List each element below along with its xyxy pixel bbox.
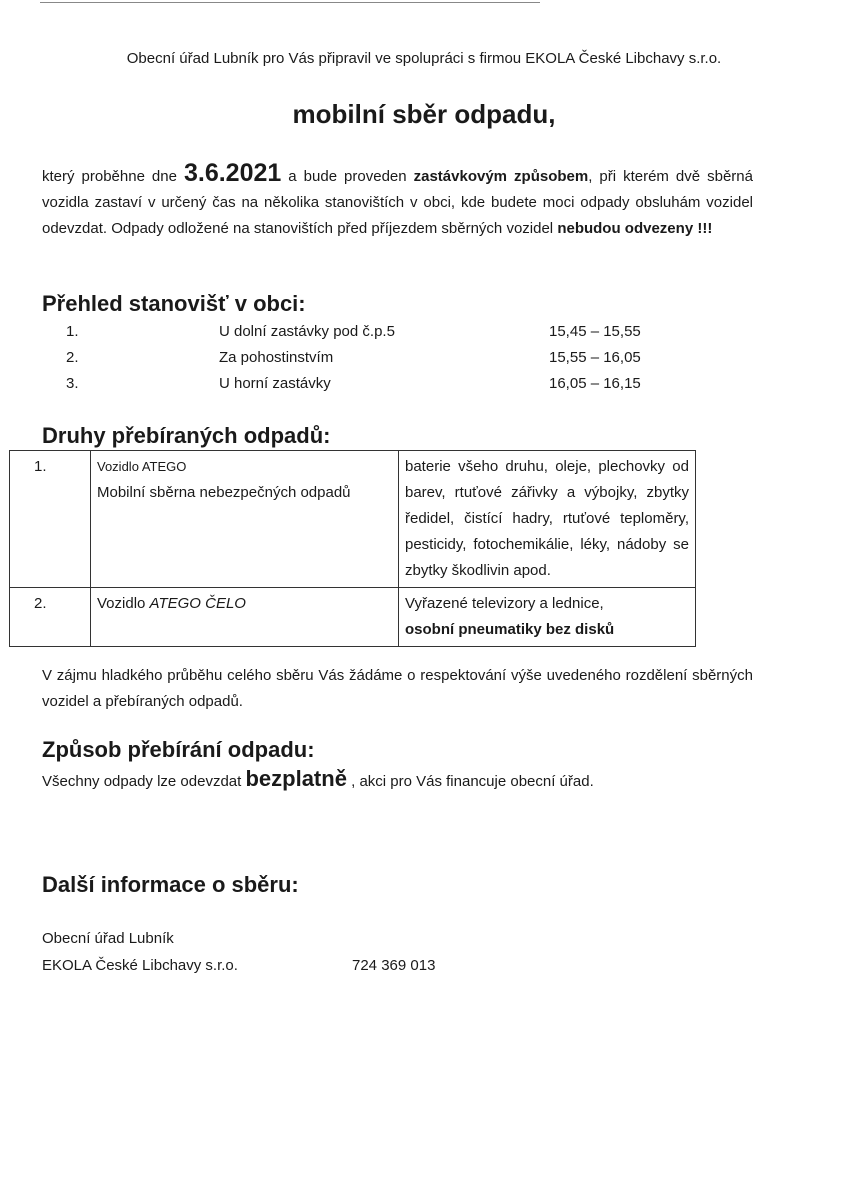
note-paragraph: V zájmu hladkého průběhu celého sběru Vás žádáme o respektování výše uvedeného rozdělení sběrných vozidel a přebíraných odpadů. bbox=[42, 667, 753, 710]
stop-number: 2. bbox=[66, 349, 79, 366]
stop-time: 15,45 – 15,55 bbox=[549, 323, 641, 340]
intro-paragraph bbox=[42, 160, 753, 242]
stop-time: 15,55 – 16,05 bbox=[549, 349, 641, 366]
stop-number: 1. bbox=[66, 323, 79, 340]
waste-table bbox=[9, 450, 696, 647]
vehicle-cell bbox=[91, 451, 399, 588]
stop-row bbox=[42, 375, 742, 401]
stop-time: 16,05 – 16,15 bbox=[549, 375, 641, 392]
stop-row bbox=[42, 323, 742, 349]
collection-method: zastávkovým způsobem bbox=[413, 168, 589, 185]
contacts-list bbox=[42, 930, 742, 984]
stop-place: U dolní zastávky pod č.p.5 bbox=[219, 323, 395, 340]
warning-text: nebudou odvezeny !!! bbox=[557, 220, 713, 237]
contact-row bbox=[42, 957, 742, 984]
page-title: mobilní sběr odpadu, bbox=[292, 99, 556, 129]
scan-artifact-line bbox=[40, 2, 540, 3]
intro-part3: , při kterém dvě sběrná vozidla zastaví v určený čas na několika stanovištích v obci, kde budete moci odpady obsluhám vozidel odevzdat. Odpady odložené na stanovištích před příjezdem sběrných vozidel bbox=[42, 168, 753, 237]
stop-row bbox=[42, 349, 742, 375]
stops-heading: Přehled stanovišť v obci: bbox=[42, 291, 306, 316]
header-text: Obecní úřad Lubník pro Vás připravil ve spolupráci s firmou EKOLA České Libchavy s.r.o. bbox=[126, 50, 722, 67]
stop-place: U horní zastávky bbox=[219, 375, 331, 392]
free-of-charge-text bbox=[42, 766, 594, 792]
vehicle-name: Vozidlo ATEGO bbox=[97, 459, 187, 474]
free-part2: , akci pro Vás financuje obecní úřad. bbox=[346, 773, 594, 790]
stop-number: 3. bbox=[66, 375, 79, 392]
contact-row bbox=[42, 930, 742, 957]
method-heading: Způsob přebírání odpadu: bbox=[42, 737, 315, 762]
collection-date: 3.6.2021 bbox=[183, 159, 282, 187]
contact-phone: 724 369 013 bbox=[352, 957, 436, 974]
free-emphasis: bezplatně bbox=[245, 766, 347, 791]
table-row bbox=[10, 451, 696, 588]
contact-name: Obecní úřad Lubník bbox=[42, 930, 174, 947]
row-number: 2. bbox=[10, 588, 91, 647]
waste-types-cell: baterie všeho druhu, oleje, plechovky od barev, rtuťové zářivky a výbojky, zbytky ředidel, čistící hadry, rtuťové teploměry, pesticidy, fotochemikálie, léky, nádoby se zbytky škodlivin apod. bbox=[399, 451, 696, 588]
vehicle-cell bbox=[91, 588, 399, 647]
row-number: 1. bbox=[10, 451, 91, 588]
waste-heading: Druhy přebíraných odpadů: bbox=[42, 423, 331, 448]
waste-line: Vyřazené televizory a lednice, bbox=[405, 595, 604, 612]
vehicle-prefix: Vozidlo bbox=[97, 595, 150, 612]
vehicle-name: ATEGO ČELO bbox=[149, 595, 246, 612]
intro-part2: a bude proveden bbox=[281, 168, 414, 185]
stop-place: Za pohostinstvím bbox=[219, 349, 334, 366]
stops-list bbox=[42, 323, 742, 401]
waste-types-cell bbox=[399, 588, 696, 647]
waste-line-bold: osobní pneumatiky bez disků bbox=[405, 621, 615, 638]
intro-part1: který proběhne dne bbox=[42, 168, 184, 185]
vehicle-description: Mobilní sběrna nebezpečných odpadů bbox=[97, 484, 351, 501]
info-heading: Další informace o sběru: bbox=[42, 872, 299, 897]
free-part1: Všechny odpady lze odevzdat bbox=[42, 773, 246, 790]
table-row bbox=[10, 588, 696, 647]
contact-name: EKOLA České Libchavy s.r.o. bbox=[42, 957, 238, 974]
